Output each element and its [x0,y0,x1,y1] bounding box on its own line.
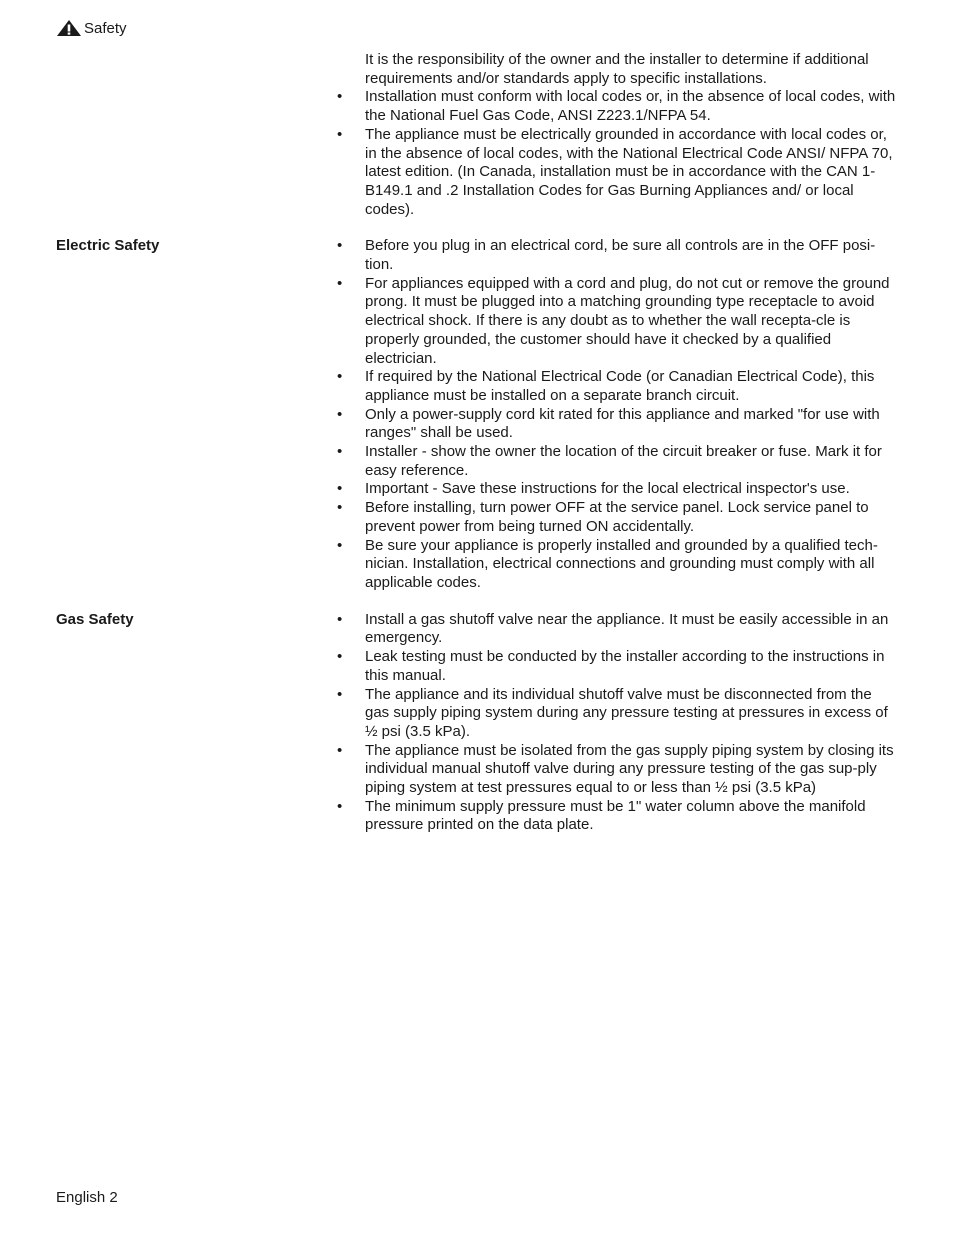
list-item-text: Be sure your appliance is properly installed and grounded by a qualified tech-nician. Installation, electrical connections and grounding must comply with all applicable codes. [365,536,878,591]
list-item-text: Installer - show the owner the location of the circuit breaker or fuse. Mark it for easy reference. [365,443,882,479]
list-item-text: Important - Save these instructions for the local electrical inspector's use. [365,480,850,498]
list-item [337,741,898,798]
bullet-icon: • [337,443,343,461]
page-footer-label: English 2 [56,1189,118,1206]
section-title: Gas Safety [56,610,134,628]
list-item-text: For appliances equipped with a cord and plug, do not cut or remove the ground prong. It must be plugged into a matching grounding type receptacle to avoid electrical shock. If there is any doubt as to whether the wall recepta-cle is properly grounded, the customer should have it checked by a qualified electrician. [365,274,890,367]
list-item-text: The appliance must be isolated from the gas supply piping system by closing its individual manual shutoff valve during any pressure testing of the gas sup-ply piping system at test pressures equal to or less than ½ psi (3.5 kPa) [365,741,894,797]
bullet-icon: • [337,685,343,703]
list-item [337,443,898,480]
list-item-text: Install a gas shutoff valve near the appliance. It must be easily accessible in an emergency. [365,610,889,647]
list-item [337,499,898,536]
bullet-icon: • [337,480,343,498]
bullet-list [337,610,898,835]
list-item [337,125,898,220]
list-item [337,536,898,593]
section-electric-safety [56,237,898,592]
bullet-list [337,88,898,219]
page-header [56,19,127,37]
list-item [337,797,898,835]
list-item-text: The appliance and its individual shutoff valve must be disconnected from the gas supply piping system during any pressure testing at pressures in excess of ½ psi (3.5 kPa). [365,685,888,740]
warning-triangle-icon [56,19,84,37]
list-item [337,480,898,499]
bullet-icon: • [337,648,343,666]
bullet-icon: • [337,499,343,517]
section-body [337,237,898,592]
bullet-icon: • [337,237,343,255]
list-item [337,405,898,443]
bullet-icon: • [337,610,343,628]
list-item [337,610,898,648]
list-item [337,368,898,405]
safety-content [56,51,898,853]
header-label: Safety [84,20,127,37]
bullet-icon: • [337,125,343,143]
list-item-text: The appliance must be electrically grounded in accordance with local codes or, in the absence of local codes, with the National Electrical Code ANSI/ NFPA 70, latest edition. (In Canada, installation must be in accordance with the CAN 1-B149.1 and .2 Installation Codes for Gas Burning Appliances and/ or local codes). [365,125,893,218]
intro-paragraph: It is the responsibility of the owner and the installer to determine if additional requirements and/or standards apply to specific installations. [365,51,869,87]
bullet-icon: • [337,741,343,759]
list-item-text: Only a power-supply cord kit rated for this appliance and marked "for use with ranges" shall be used. [365,405,880,442]
list-item [337,274,898,369]
list-item [337,648,898,685]
list-item [337,685,898,742]
list-item-text: If required by the National Electrical Code (or Canadian Electrical Code), this appliance must be installed on a separate branch circuit. [365,368,875,404]
list-item-text: Before installing, turn power OFF at the service panel. Lock service panel to prevent power from being turned ON accidentally. [365,499,869,535]
list-item [337,237,898,274]
bullet-icon: • [337,405,343,423]
section-body [337,610,898,835]
list-item-text: Leak testing must be conducted by the installer according to the instructions in this manual. [365,648,885,684]
section-general-safety [56,51,898,219]
bullet-icon: • [337,88,343,106]
list-item-text: Installation must conform with local codes or, in the absence of local codes, with the National Fuel Gas Code, ANSI Z223.1/NFPA 54. [365,88,896,125]
list-item-text: Before you plug in an electrical cord, be sure all controls are in the OFF posi-tion. [365,237,876,274]
list-item-text: The minimum supply pressure must be 1" water column above the manifold pressure printed on the data plate. [365,797,866,834]
bullet-icon: • [337,368,343,386]
section-body [337,51,898,219]
bullet-icon: • [337,274,343,292]
section-gas-safety [56,611,898,835]
bullet-icon: • [337,536,343,554]
bullet-list [337,237,898,592]
list-item [337,88,898,125]
bullet-icon: • [337,797,343,815]
section-title: Electric Safety [56,237,160,255]
